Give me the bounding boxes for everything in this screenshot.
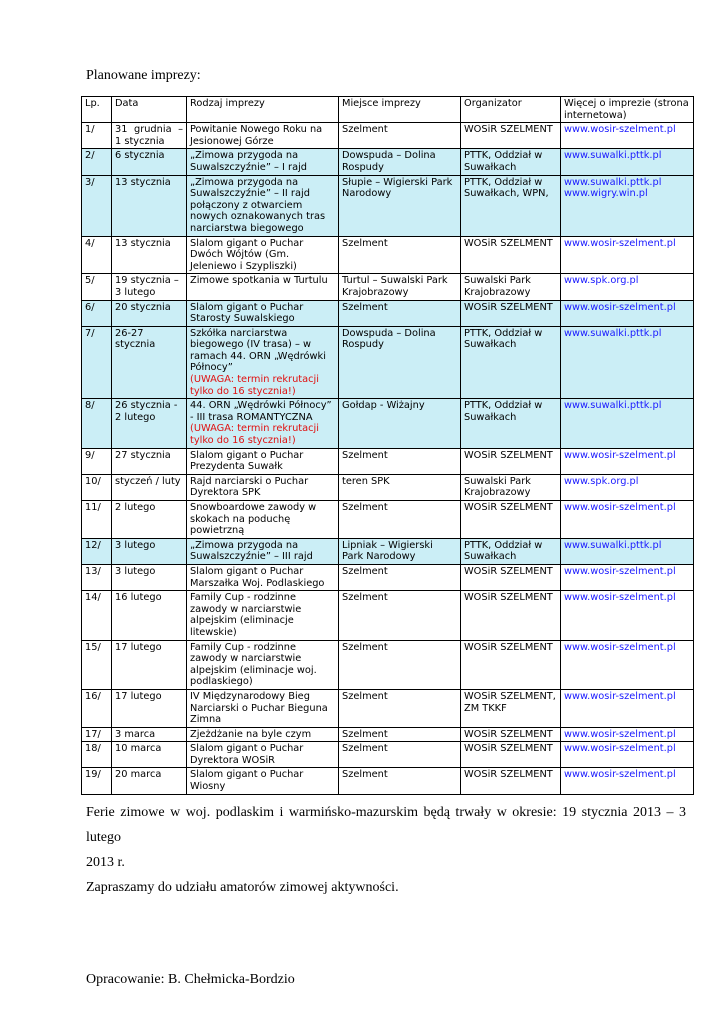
cell-place: teren SPK	[339, 474, 461, 500]
cell-organizer: PTTK, Oddział w Suwałkach	[461, 399, 561, 448]
cell-place: Słupie – Wigierski Park Narodowy	[339, 175, 461, 236]
table-row	[82, 474, 694, 500]
cell-place: Szelment	[339, 236, 461, 274]
cell-place: Dowspuda – Dolina Rospudy	[339, 149, 461, 175]
event-type-text: IV Międzynarodowy Bieg Narciarski o Puchar Bieguna Zimna	[190, 690, 328, 726]
website-link[interactable]: www.wosir-szelment.pl	[564, 592, 676, 604]
column-header-website: Więcej o imprezie (strona internetowa)	[561, 97, 694, 123]
event-type-text: Zjeżdżanie na byle czym	[190, 728, 312, 740]
website-link[interactable]: www.wosir-szelment.pl	[564, 769, 676, 781]
cell-website	[561, 591, 694, 640]
cell-organizer: PTTK, Oddział w Suwałkach	[461, 538, 561, 564]
cell-type	[187, 448, 339, 474]
cell-date: styczeń / luty	[112, 474, 187, 500]
table-row	[82, 399, 694, 448]
cell-organizer: WOSiR SZELMENT	[461, 300, 561, 326]
event-type-text: Family Cup - rodzinne zawody w narciarstwie alpejskim (eliminacje woj. podlaskiego)	[190, 641, 317, 688]
cell-website	[561, 123, 694, 149]
column-header-date: Data	[112, 97, 187, 123]
cell-lp: 12/	[82, 538, 112, 564]
cell-lp: 3/	[82, 175, 112, 236]
cell-type	[187, 326, 339, 399]
events-table	[81, 96, 694, 795]
cell-website	[561, 448, 694, 474]
cell-place: Szelment	[339, 448, 461, 474]
cell-website	[561, 640, 694, 689]
cell-lp: 13/	[82, 564, 112, 590]
cell-organizer: WOSiR SZELMENT	[461, 742, 561, 768]
cell-place: Szelment	[339, 742, 461, 768]
website-link[interactable]: www.wosir-szelment.pl	[564, 565, 676, 577]
cell-organizer: WOSiR SZELMENT	[461, 236, 561, 274]
event-type-text: „Zimowa przygoda na Suwalszczyźnie” – III rajd	[190, 539, 313, 563]
cell-date: 3 marca	[112, 727, 187, 742]
cell-date: 6 stycznia	[112, 149, 187, 175]
cell-type	[187, 640, 339, 689]
column-header-type: Rodzaj imprezy	[187, 97, 339, 123]
ferie-line-1: Ferie zimowe w woj. podlaskim i warmińsko-mazurskim będą trwały w okresie: 19 stycznia 2013 – 3 lutego	[86, 805, 686, 845]
cell-lp: 6/	[82, 300, 112, 326]
cell-website	[561, 274, 694, 300]
cell-type	[187, 501, 339, 539]
cell-lp: 10/	[82, 474, 112, 500]
cell-website	[561, 564, 694, 590]
cell-organizer: WOSiR SZELMENT	[461, 727, 561, 742]
cell-organizer: PTTK, Oddział w Suwałkach, WPN,	[461, 175, 561, 236]
cell-date: 2 lutego	[112, 501, 187, 539]
cell-website	[561, 538, 694, 564]
website-link[interactable]: www.suwalki.pttk.pl	[564, 539, 662, 551]
cell-website	[561, 149, 694, 175]
event-type-text: „Zimowa przygoda na Suwalszczyźnie” – I rajd	[190, 150, 308, 173]
cell-place: Szelment	[339, 591, 461, 640]
event-type-text: Family Cup - rodzinne zawody w narciarstwie alpejskim (eliminacje litewskie)	[190, 592, 302, 638]
cell-date: 10 marca	[112, 742, 187, 768]
cell-lp: 2/	[82, 149, 112, 175]
cell-place: Szelment	[339, 123, 461, 149]
cell-type	[187, 564, 339, 590]
cell-type	[187, 474, 339, 500]
event-type-text: Slalom gigant o Puchar Marszałka Woj. Podlaskiego	[190, 565, 325, 589]
cell-website	[561, 742, 694, 768]
table-row	[82, 123, 694, 149]
cell-date: 13 stycznia	[112, 175, 187, 236]
table-row	[82, 448, 694, 474]
cell-organizer: PTTK, Oddział w Suwałkach	[461, 326, 561, 399]
cell-lp: 17/	[82, 727, 112, 742]
cell-type	[187, 538, 339, 564]
cell-date: 26 stycznia - 2 lutego	[112, 399, 187, 448]
cell-lp: 11/	[82, 501, 112, 539]
cell-lp: 19/	[82, 768, 112, 794]
column-header-place: Miejsce imprezy	[339, 97, 461, 123]
table-row	[82, 727, 694, 742]
cell-date: 3 lutego	[112, 564, 187, 590]
table-body	[82, 123, 694, 794]
cell-date: 13 stycznia	[112, 236, 187, 274]
cell-website	[561, 689, 694, 727]
footer-text	[86, 800, 686, 900]
website-link[interactable]: www.wosir-szelment.pl	[564, 641, 676, 653]
website-link[interactable]: www.suwalki.pttk.pl	[564, 400, 662, 412]
cell-date: 20 stycznia	[112, 300, 187, 326]
column-header-lp: Lp.	[82, 97, 112, 123]
cell-date: 31 grudnia – 1 stycznia	[112, 123, 187, 149]
cell-type	[187, 727, 339, 742]
cell-date: 26-27 stycznia	[112, 326, 187, 399]
website-link[interactable]: www.wosir-szelment.pl	[564, 301, 676, 313]
website-link[interactable]: www.wosir-szelment.pl	[564, 728, 676, 740]
cell-website	[561, 727, 694, 742]
cell-organizer: WOSiR SZELMENT	[461, 501, 561, 539]
event-type-text: Slalom gigant o Puchar Dyrektora WOSiR	[190, 743, 304, 766]
website-link[interactable]: www.suwalki.pttk.pl	[564, 150, 662, 162]
event-type-text: „Zimowa przygoda na Suwalszczyźnie” – II rajd połączony z otwarciem nowych oznakowanych tras narciarstwa biegowego	[190, 176, 326, 234]
event-type-text: Rajd narciarski o Puchar Dyrektora SPK	[190, 475, 309, 499]
website-link[interactable]: www.spk.org.pl	[564, 475, 639, 487]
table-row	[82, 768, 694, 794]
cell-place: Szelment	[339, 640, 461, 689]
cell-organizer: WOSiR SZELMENT	[461, 448, 561, 474]
event-type-text: Slalom gigant o Puchar Dwóch Wójtów (Gm. Jeleniewo i Szypliszki)	[190, 237, 304, 272]
cell-type	[187, 149, 339, 175]
cell-type	[187, 591, 339, 640]
table-row	[82, 538, 694, 564]
table-row	[82, 300, 694, 326]
cell-lp: 14/	[82, 591, 112, 640]
table-row	[82, 236, 694, 274]
cell-place: Turtul – Suwalski Park Krajobrazowy	[339, 274, 461, 300]
event-type-text: Slalom gigant o Puchar Prezydenta Suwałk	[190, 449, 304, 473]
cell-website	[561, 399, 694, 448]
cell-type	[187, 175, 339, 236]
table-row	[82, 274, 694, 300]
cell-lp: 16/	[82, 689, 112, 727]
cell-type	[187, 742, 339, 768]
website-link[interactable]: www.wosir-szelment.pl	[564, 690, 676, 702]
cell-lp: 4/	[82, 236, 112, 274]
cell-type	[187, 768, 339, 794]
cell-date: 17 lutego	[112, 640, 187, 689]
cell-place: Szelment	[339, 768, 461, 794]
cell-website	[561, 236, 694, 274]
event-type-text: Slalom gigant o Puchar Wiosny	[190, 769, 304, 793]
cell-organizer: WOSiR SZELMENT	[461, 123, 561, 149]
cell-place: Szelment	[339, 564, 461, 590]
cell-type	[187, 399, 339, 448]
website-link[interactable]: www.wosir-szelment.pl	[564, 237, 676, 249]
cell-lp: 8/	[82, 399, 112, 448]
website-link[interactable]: www.wosir-szelment.pl	[564, 449, 676, 461]
table-row	[82, 640, 694, 689]
cell-website	[561, 326, 694, 399]
website-link[interactable]: www.suwalki.pttk.pl	[564, 176, 662, 188]
cell-type	[187, 274, 339, 300]
website-link[interactable]: www.suwalki.pttk.pl	[564, 327, 662, 339]
cell-website	[561, 300, 694, 326]
cell-place: Szelment	[339, 300, 461, 326]
table-row	[82, 689, 694, 727]
cell-date: 17 lutego	[112, 689, 187, 727]
cell-organizer: Suwalski Park Krajobrazowy	[461, 474, 561, 500]
website-link[interactable]: www.spk.org.pl	[564, 275, 639, 287]
table-row	[82, 501, 694, 539]
event-type-text: Powitanie Nowego Roku na Jesionowej Górze	[190, 124, 323, 147]
website-link[interactable]: www.wosir-szelment.pl	[564, 124, 676, 136]
table-row	[82, 564, 694, 590]
cell-place: Lipniak – Wigierski Park Narodowy	[339, 538, 461, 564]
cell-website	[561, 175, 694, 236]
cell-date: 27 stycznia	[112, 448, 187, 474]
table-row	[82, 591, 694, 640]
cell-place: Dowspuda – Dolina Rospudy	[339, 326, 461, 399]
cell-lp: 9/	[82, 448, 112, 474]
event-type-text: Snowboardowe zawody w skokach na poduchę powietrzną	[190, 502, 317, 537]
table-row	[82, 149, 694, 175]
cell-place: Szelment	[339, 689, 461, 727]
cell-type	[187, 236, 339, 274]
cell-website	[561, 474, 694, 500]
cell-date: 20 marca	[112, 768, 187, 794]
page-title: Planowane imprezy:	[86, 68, 201, 83]
cell-place: Szelment	[339, 501, 461, 539]
table-row	[82, 742, 694, 768]
invite-line: Zapraszamy do udziału amatorów zimowej aktywności.	[86, 880, 399, 895]
event-type-text: Szkółka narciarstwa biegowego (IV trasa) – w ramach 44. ORN „Wędrówki Północy”	[190, 327, 326, 374]
cell-lp: 18/	[82, 742, 112, 768]
event-type-text: Zimowe spotkania w Turtulu	[190, 275, 328, 287]
author-credit: Opracowanie: B. Chełmicka-Bordzio	[86, 972, 295, 987]
cell-date: 16 lutego	[112, 591, 187, 640]
recruitment-warning: (UWAGA: termin rekrutacji tylko do 16 stycznia!)	[190, 423, 319, 447]
cell-website	[561, 501, 694, 539]
table-header-row	[82, 97, 694, 123]
cell-organizer: Suwalski Park Krajobrazowy	[461, 274, 561, 300]
event-type-text: Slalom gigant o Puchar Starosty Suwalskiego	[190, 301, 304, 325]
recruitment-warning: (UWAGA: termin rekrutacji tylko do 16 stycznia!)	[190, 374, 319, 397]
column-header-organizer: Organizator	[461, 97, 561, 123]
cell-lp: 1/	[82, 123, 112, 149]
cell-organizer: WOSiR SZELMENT, ZM TKKF	[461, 689, 561, 727]
cell-organizer: WOSiR SZELMENT	[461, 640, 561, 689]
cell-lp: 15/	[82, 640, 112, 689]
cell-organizer: PTTK, Oddział w Suwałkach	[461, 149, 561, 175]
cell-organizer: WOSiR SZELMENT	[461, 768, 561, 794]
cell-type	[187, 300, 339, 326]
cell-organizer: WOSiR SZELMENT	[461, 591, 561, 640]
cell-organizer: WOSiR SZELMENT	[461, 564, 561, 590]
cell-lp: 7/	[82, 326, 112, 399]
ferie-line-2: 2013 r.	[86, 855, 125, 870]
table-row	[82, 326, 694, 399]
cell-date: 3 lutego	[112, 538, 187, 564]
cell-date: 19 stycznia – 3 lutego	[112, 274, 187, 300]
event-type-text: 44. ORN „Wędrówki Północy” - III trasa ROMANTYCZNA	[190, 400, 332, 423]
cell-place: Gołdap - Wiżajny	[339, 399, 461, 448]
table-row	[82, 175, 694, 236]
cell-website	[561, 768, 694, 794]
cell-type	[187, 689, 339, 727]
cell-type	[187, 123, 339, 149]
website-link[interactable]: www.wosir-szelment.pl	[564, 502, 676, 513]
website-link[interactable]: www.wosir-szelment.pl	[564, 743, 676, 755]
website-link[interactable]: www.wigry.win.pl	[564, 188, 648, 200]
cell-place: Szelment	[339, 727, 461, 742]
cell-lp: 5/	[82, 274, 112, 300]
